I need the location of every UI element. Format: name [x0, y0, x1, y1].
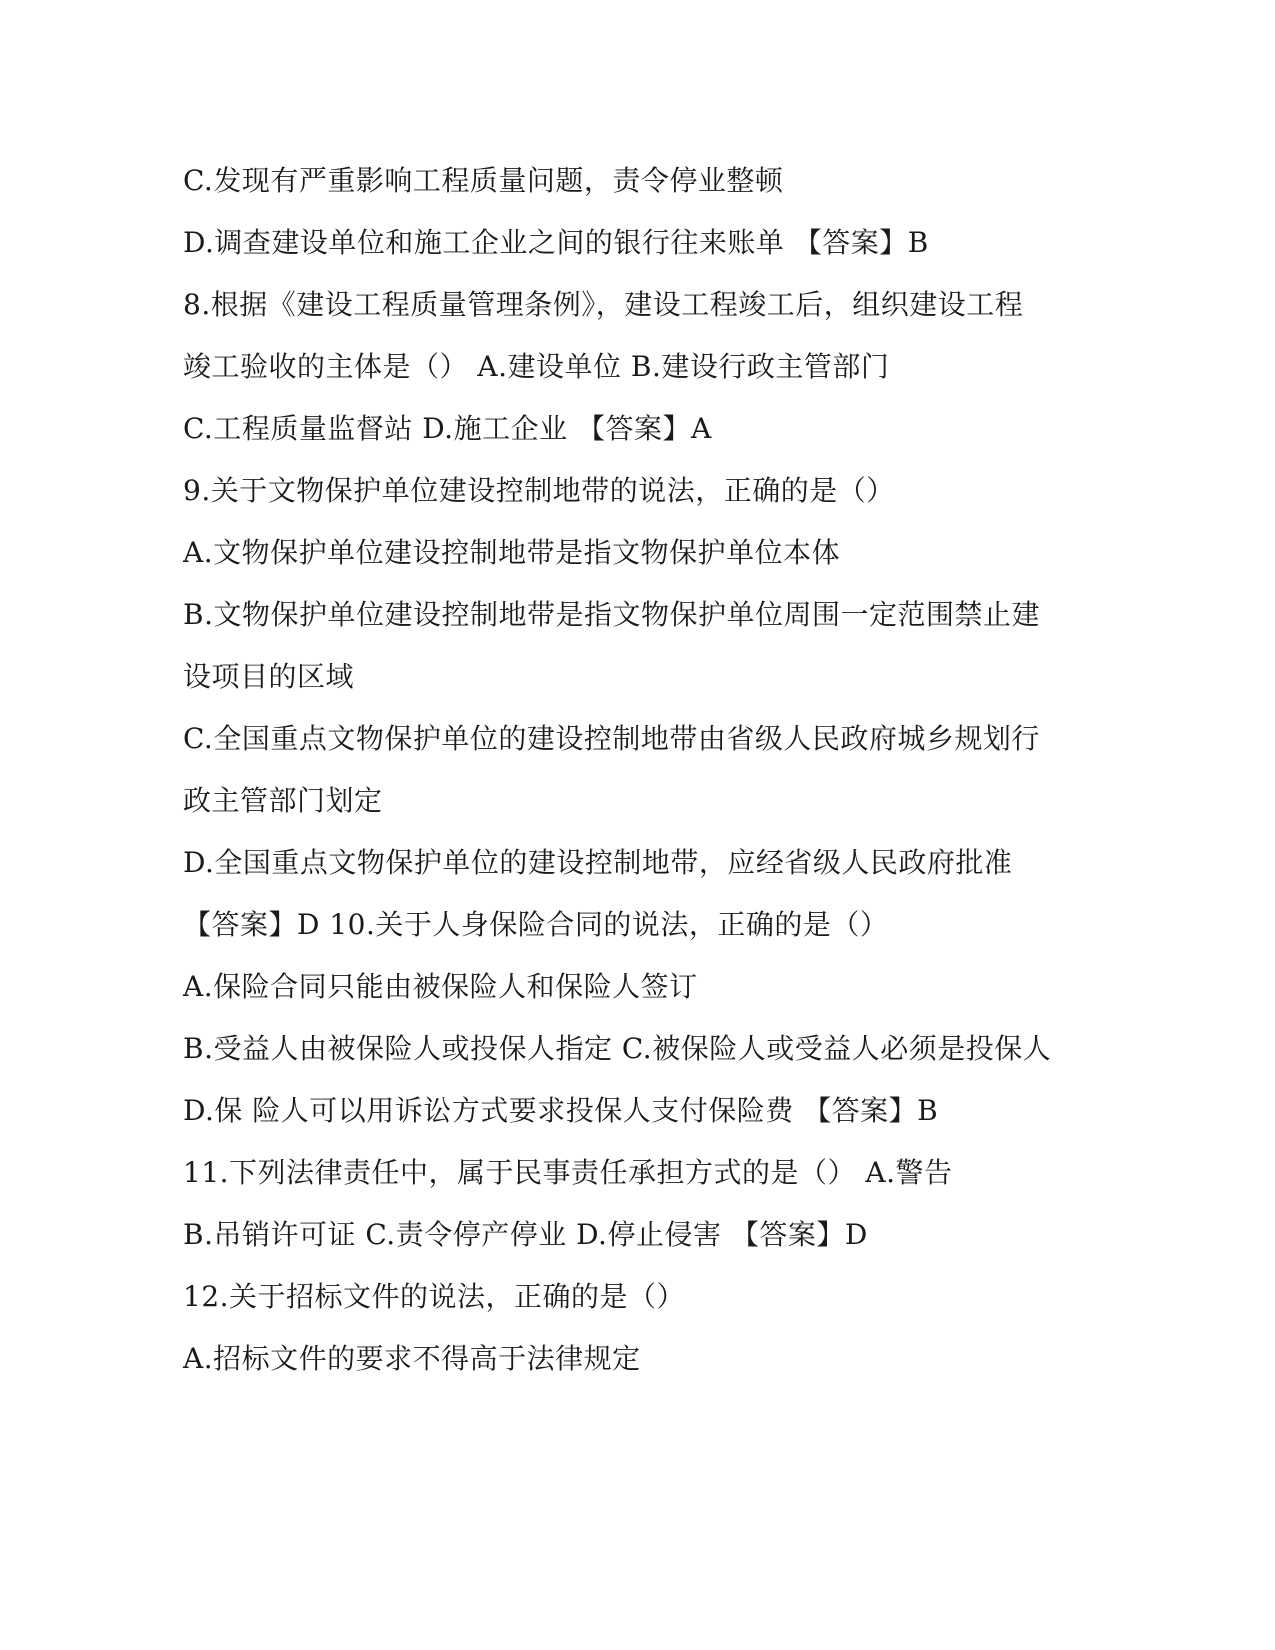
text-line-3: 8.根据《建设工程质量管理条例》，建设工程竣工后，组织建设工程 [183, 288, 1024, 321]
text-line-19: 12.关于招标文件的说法，正确的是（） [183, 1280, 686, 1313]
text-line-9: 设项目的区域 [183, 660, 355, 693]
text-line-15: B.受益人由被保险人或投保人指定 C.被保险人或受益人必须是投保人 [183, 1032, 1052, 1065]
text-line-17: 11.下列法律责任中，属于民事责任承担方式的是（） A.警告 [183, 1156, 953, 1189]
text-line-5: C.工程质量监督站 D.施工企业 【答案】A [183, 412, 712, 445]
text-line-14: A.保险合同只能由被保险人和保险人签订 [183, 970, 698, 1003]
text-line-20: A.招标文件的要求不得高于法律规定 [183, 1342, 641, 1375]
document-page [183, 150, 1063, 1390]
text-line-6: 9.关于文物保护单位建设控制地带的说法，正确的是（） [183, 474, 895, 507]
text-line-13: 【答案】D 10.关于人身保险合同的说法，正确的是（） [183, 908, 889, 941]
text-line-2: D.调查建设单位和施工企业之间的银行往来账单 【答案】B [183, 226, 929, 259]
text-line-7: A.文物保护单位建设控制地带是指文物保护单位本体 [183, 536, 841, 569]
text-line-12: D.全国重点文物保护单位的建设控制地带，应经省级人民政府批准 [183, 846, 1013, 879]
text-line-1: C.发现有严重影响工程质量问题，责令停业整顿 [183, 164, 784, 197]
text-line-4: 竣工验收的主体是（） A.建设单位 B.建设行政主管部门 [183, 350, 890, 383]
text-line-11: 政主管部门划定 [183, 784, 383, 817]
text-line-18: B.吊销许可证 C.责令停产停业 D.停止侵害 【答案】D [183, 1218, 868, 1251]
text-line-10: C.全国重点文物保护单位的建设控制地带由省级人民政府城乡规划行 [183, 722, 1040, 755]
text-line-8: B.文物保护单位建设控制地带是指文物保护单位周围一定范围禁止建 [183, 598, 1040, 631]
text-line-16: D.保 险人可以用诉讼方式要求投保人支付保险费 【答案】B [183, 1094, 939, 1127]
